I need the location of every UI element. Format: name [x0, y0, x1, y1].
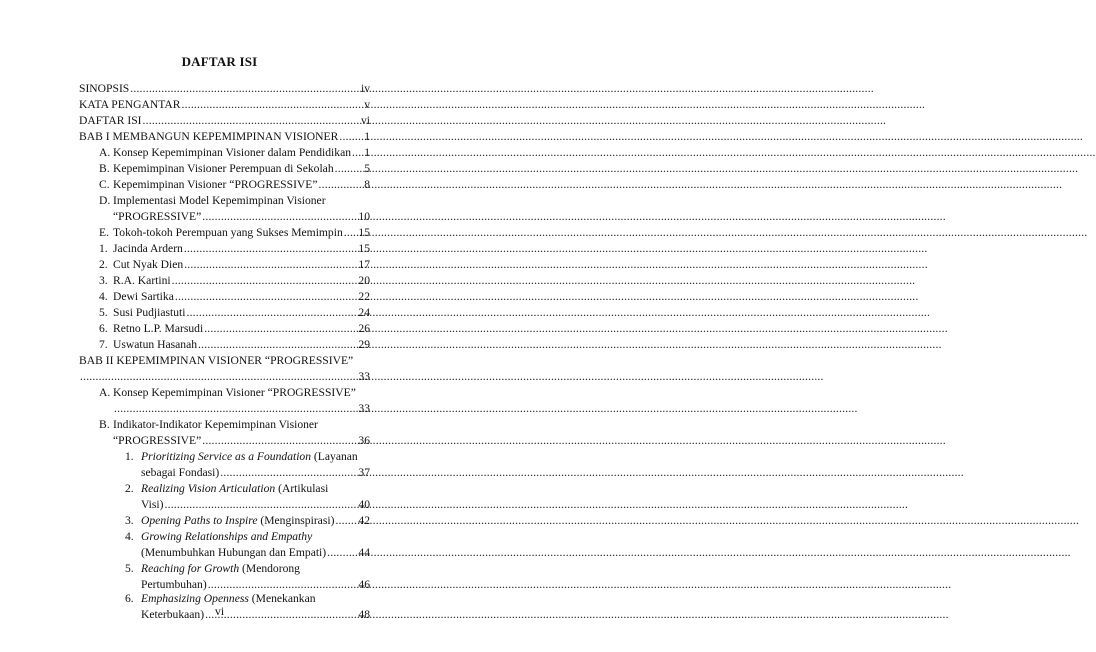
toc-entry-number: 7. — [99, 338, 108, 351]
toc-entry-number: B. — [99, 162, 110, 175]
toc-entry-bab-2[interactable] — [79, 353, 370, 369]
toc-entry-kata-pengantar[interactable] — [79, 97, 370, 113]
dot-leader — [339, 129, 363, 145]
toc-page-number: 15 — [358, 226, 370, 239]
toc-entry-indikator-1-cont[interactable] — [141, 465, 370, 481]
toc-entry-indikator-4-cont[interactable] — [141, 545, 370, 561]
toc-entry-number: B. — [99, 418, 110, 431]
toc-entry-indikator-5[interactable] — [125, 561, 370, 577]
toc-page-number: vi — [360, 114, 370, 127]
toc-entry-text: (Layanan — [311, 450, 358, 463]
toc-entry-2b-cont[interactable] — [113, 433, 370, 449]
toc-entry-text: Retno L.P. Marsudi — [113, 322, 204, 335]
dot-leader — [186, 305, 357, 321]
dot-leader — [114, 401, 357, 417]
toc-entry-indikator-3[interactable] — [125, 513, 370, 529]
toc-entry-indikator-2[interactable] — [125, 481, 370, 497]
toc-entry-text: R.A. Kartini — [113, 274, 171, 287]
toc-entry-text: (Menginspirasi) — [257, 514, 335, 527]
toc-page-number: 33 — [358, 370, 370, 383]
page-title: DAFTAR ISI — [181, 54, 258, 69]
toc-entry-text: Uswatun Hasanah — [113, 338, 198, 351]
toc-entry-number: C. — [99, 178, 110, 191]
toc-entry-text: Visi) — [141, 498, 164, 511]
dot-leader — [165, 497, 358, 513]
dot-leader — [204, 321, 357, 337]
dot-leader — [344, 225, 358, 241]
toc-entry-text: KATA PENGANTAR — [79, 98, 181, 111]
dot-leader — [172, 273, 358, 289]
toc-entry-text: SINOPSIS — [79, 82, 130, 95]
toc-entry-tokoh-6[interactable] — [99, 321, 370, 337]
toc-entry-text: (Artikulasi — [275, 482, 329, 495]
toc-entry-text: BAB II KEPEMIMPINAN VISIONER “PROGRESSIVE” — [79, 354, 354, 367]
toc-entry-number: 4. — [125, 530, 134, 543]
toc-page-number: 46 — [358, 578, 370, 591]
toc-entry-number: E. — [99, 226, 109, 239]
toc-entry-number: 6. — [99, 322, 108, 335]
toc-entry-1e[interactable] — [99, 225, 370, 241]
dot-leader — [184, 241, 358, 257]
dot-leader — [335, 161, 364, 177]
toc-entry-text: sebagai Fondasi) — [141, 466, 220, 479]
toc-entry-tokoh-7[interactable] — [99, 337, 370, 353]
toc-entry-italic: Realizing Vision Articulation — [141, 482, 276, 495]
toc-page-number: 10 — [358, 210, 370, 223]
toc-entry-indikator-2-cont[interactable] — [141, 497, 370, 513]
dot-leader — [319, 177, 364, 193]
toc-entry-2b[interactable] — [99, 417, 370, 433]
toc-entry-text: “PROGRESSIVE” — [113, 210, 202, 223]
dot-leader — [175, 289, 358, 305]
toc-entry-number: A. — [99, 386, 111, 399]
dot-leader — [198, 337, 357, 353]
toc-page-number: iv — [360, 82, 370, 95]
toc-entry-number: 1. — [125, 450, 134, 463]
toc-page-number: 1 — [364, 146, 370, 159]
toc-entry-text: “PROGRESSIVE” — [113, 434, 202, 447]
toc-entry-text: Cut Nyak Dien — [113, 258, 184, 271]
toc-entry-number: 1. — [99, 242, 108, 255]
table-of-contents — [0, 0, 439, 652]
dot-leader — [130, 81, 360, 97]
toc-entry-text: DAFTAR ISI — [79, 114, 142, 127]
toc-entry-number: 5. — [125, 562, 134, 575]
toc-page-number: 8 — [364, 178, 370, 191]
toc-entry-tokoh-1[interactable] — [99, 241, 370, 257]
toc-page-number: 24 — [358, 306, 370, 319]
book-page — [0, 0, 439, 652]
toc-entry-text: Indikator-Indikator Kepemimpinan Visioner — [113, 418, 318, 431]
dot-leader — [327, 545, 357, 561]
toc-entry-text: BAB I MEMBANGUN KEPEMIMPINAN VISIONER — [79, 130, 339, 143]
toc-page-number: 20 — [358, 274, 370, 287]
toc-entry-indikator-4[interactable] — [125, 529, 370, 545]
toc-page-number: 5 — [364, 162, 370, 175]
toc-entry-number: 2. — [99, 258, 108, 271]
toc-entry-daftar-isi[interactable] — [79, 113, 370, 129]
toc-entry-tokoh-3[interactable] — [99, 273, 370, 289]
toc-entry-2a-cont[interactable] — [113, 401, 370, 417]
toc-entry-number: D. — [99, 194, 111, 207]
toc-entry-text: (Menekankan — [248, 592, 316, 605]
toc-entry-number: 3. — [99, 274, 108, 287]
toc-page-number: 1 — [364, 130, 370, 143]
toc-page-number: 33 — [358, 402, 370, 415]
toc-page-number: 40 — [358, 498, 370, 511]
toc-entry-number: 2. — [125, 482, 134, 495]
toc-page-number: 36 — [358, 434, 370, 447]
toc-entry-bab-1[interactable] — [79, 129, 370, 145]
dot-leader — [202, 433, 357, 449]
toc-entry-number: 4. — [99, 290, 108, 303]
toc-entry-italic: Emphasizing Openness — [141, 592, 249, 605]
dot-leader — [352, 145, 363, 161]
toc-entry-indikator-1[interactable] — [125, 449, 370, 465]
toc-page-number: 42 — [358, 514, 370, 527]
dot-leader — [220, 465, 357, 481]
toc-entry-number: 3. — [125, 514, 134, 527]
toc-entry-text: Tokoh-tokoh Perempuan yang Sukses Memimpin — [113, 226, 343, 239]
toc-entry-text: Kepemimpinan Visioner Perempuan di Sekolah — [113, 162, 334, 175]
toc-entry-bab-2-cont[interactable] — [79, 369, 370, 385]
toc-entry-number: A. — [99, 146, 111, 159]
toc-entry-text: (Menumbuhkan Hubungan dan Empati) — [141, 546, 327, 559]
toc-entry-2a[interactable] — [99, 385, 370, 401]
toc-entry-italic: Growing Relationships and Empathy — [141, 530, 313, 543]
toc-page-number: 22 — [358, 290, 370, 303]
toc-entry-1d-cont[interactable] — [113, 209, 370, 225]
toc-page-number: 37 — [358, 466, 370, 479]
toc-entry-text: Implementasi Model Kepemimpinan Visioner — [113, 194, 326, 207]
toc-entry-text: Jacinda Ardern — [113, 242, 183, 255]
toc-entry-1a[interactable] — [99, 145, 370, 161]
dot-leader — [143, 113, 360, 129]
toc-page-number: 44 — [358, 546, 370, 559]
toc-entry-text: Konsep Kepemimpinan Visioner dalam Pendidikan — [113, 146, 352, 159]
toc-entry-text: (Mendorong — [239, 562, 300, 575]
toc-entry-1d[interactable] — [99, 193, 370, 209]
toc-entry-tokoh-4[interactable] — [99, 289, 370, 305]
toc-entry-1c[interactable] — [99, 177, 370, 193]
toc-entry-tokoh-2[interactable] — [99, 257, 370, 273]
toc-entry-number: 6. — [125, 592, 134, 605]
dot-leader — [335, 513, 357, 529]
page-footer-number: vi — [214, 604, 225, 618]
toc-page-number: 26 — [358, 322, 370, 335]
toc-entry-text: Keterbukaan) — [141, 608, 205, 621]
toc-entry-text: Konsep Kepemimpinan Visioner “PROGRESSIVE” — [113, 386, 356, 399]
toc-entry-text: Dewi Sartika — [113, 290, 174, 303]
toc-entry-text: Kepemimpinan Visioner “PROGRESSIVE” — [113, 178, 318, 191]
toc-entry-tokoh-5[interactable] — [99, 305, 370, 321]
toc-entry-text: Susi Pudjiastuti — [113, 306, 186, 319]
dot-leader — [80, 369, 357, 385]
toc-entry-italic: Opening Paths to Inspire — [141, 514, 258, 527]
toc-entry-1b[interactable] — [99, 161, 370, 177]
toc-entry-italic: Reaching for Growth — [141, 562, 240, 575]
toc-entry-text: Pertumbuhan) — [141, 578, 207, 591]
dot-leader — [182, 97, 364, 113]
toc-page-number: v — [364, 98, 370, 111]
toc-entry-number: 5. — [99, 306, 108, 319]
dot-leader — [184, 257, 357, 273]
dot-leader — [202, 209, 357, 225]
toc-page-number: 48 — [358, 608, 370, 621]
toc-page-number: 15 — [358, 242, 370, 255]
toc-page-number: 29 — [358, 338, 370, 351]
toc-entry-sinopsis[interactable] — [79, 81, 370, 97]
toc-entry-italic: Prioritizing Service as a Foundation — [141, 450, 312, 463]
toc-page-number: 17 — [358, 258, 370, 271]
